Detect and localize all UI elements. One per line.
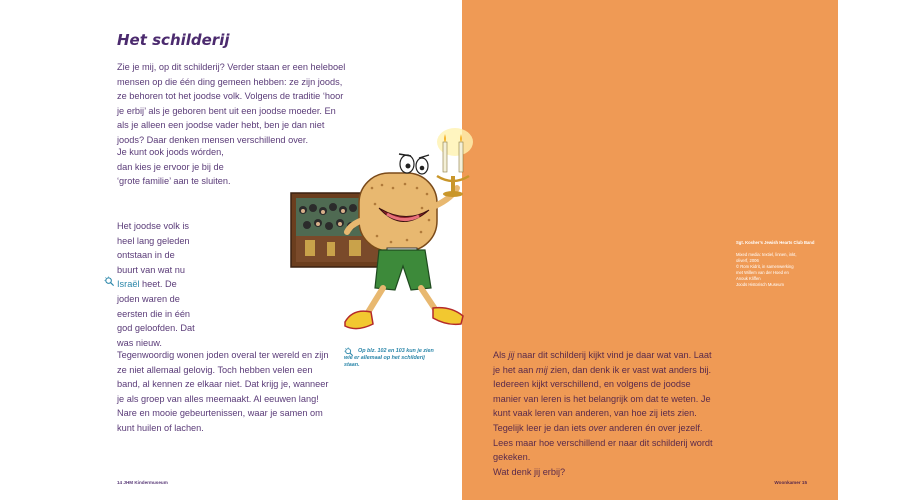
israel-link[interactable]: Israël bbox=[117, 279, 140, 290]
caption-line: © Rom Kidrit, in samenwerking bbox=[736, 264, 794, 269]
emphasis-over: over bbox=[588, 422, 607, 433]
paragraph-3-before: Het joodse volk is heel lang geleden ontstaan in de buurt van wat nu bbox=[117, 221, 190, 275]
emphasis-jij: jij bbox=[508, 350, 515, 360]
page-title: Het schilderij bbox=[117, 31, 230, 49]
matzah-mascot bbox=[287, 128, 477, 338]
paragraph-4: Tegenwoordig wonen joden overal ter wereld en zijn ze niet allemaal gelovig. Toch hebben velen een band, al kennen ze elkaar niet. Dat krijg je, wanneer je als groep van alles meemaakt. Al eeuwen lang! Nare en mooie gebeurtenissen, waar je samen om kunt huilen of lachen. bbox=[117, 350, 329, 433]
closing-question: Wat denk jij erbij? bbox=[493, 466, 566, 477]
paragraph-2: Je kunt ook joods wórden, dan kies je ervoor je bij de ‘grote familie’ aan te sluiten. bbox=[117, 147, 231, 187]
caption-line: oliverf, 2006 bbox=[736, 258, 759, 263]
right-text-1: Als bbox=[493, 350, 506, 360]
magnifier-icon bbox=[104, 276, 115, 287]
caption-line: met Willem van der Hoed en bbox=[736, 270, 789, 275]
reference-note: Op blz. 102 en 103 kun je zien wie er allemaal op het schilderij staan. bbox=[344, 348, 434, 368]
right-paragraph bbox=[493, 348, 715, 479]
footer-right: Woonkamer 15 bbox=[774, 480, 807, 485]
caption-line: Joods Historisch Museum bbox=[736, 282, 784, 287]
right-text-4: anderen én over jezelf. Lees maar hoe verschillend er naar dit schilderij wordt gekeken. bbox=[493, 422, 713, 463]
caption-line: Anouk Kliffen bbox=[736, 276, 761, 281]
emphasis-mij: mij bbox=[535, 364, 548, 375]
left-page-content bbox=[87, 0, 462, 500]
caption-title: Sgt. Kosher’s Jewish Hearts Club Band bbox=[736, 240, 815, 245]
right-text-2: naar dit schilderij kijkt vind je daar wat van. Laat je het aan bbox=[493, 350, 712, 375]
footer-left: 14 JHM Kindermuseum bbox=[117, 480, 168, 485]
paragraph-1: Zie je mij, op dit schilderij? Verder staan er een heleboel mensen op die één ding gemeen hebben: ze zijn joods, ze behoren tot het joodse volk. Volgens de traditie ‘hoor je erbij’ als je geboren bent uit een joodse moeder. En als je alleen een joodse vader hebt, ben je dan niet joods? Daar denken mensen verschillend over. bbox=[117, 62, 346, 145]
artwork-caption bbox=[736, 240, 816, 288]
paragraph-3-after: heet. De joden waren de eersten die in één god geloofden. Dat was nieuw. bbox=[117, 279, 195, 348]
right-text-3: zien, dan denk ik er vast wat anders bij. Iedereen kijkt verschillend, en volgens de joodse manier van leren is het belangrijk om dat te weten. Je kunt vaak leren van anderen, van hoe zij iets zien. Tegelijk leer je dan iets bbox=[493, 364, 712, 433]
caption-line: Mixed media: textiel, linnen, inkt, bbox=[736, 252, 797, 257]
candelabra-icon bbox=[437, 128, 473, 197]
paragraph-3 bbox=[117, 219, 197, 350]
